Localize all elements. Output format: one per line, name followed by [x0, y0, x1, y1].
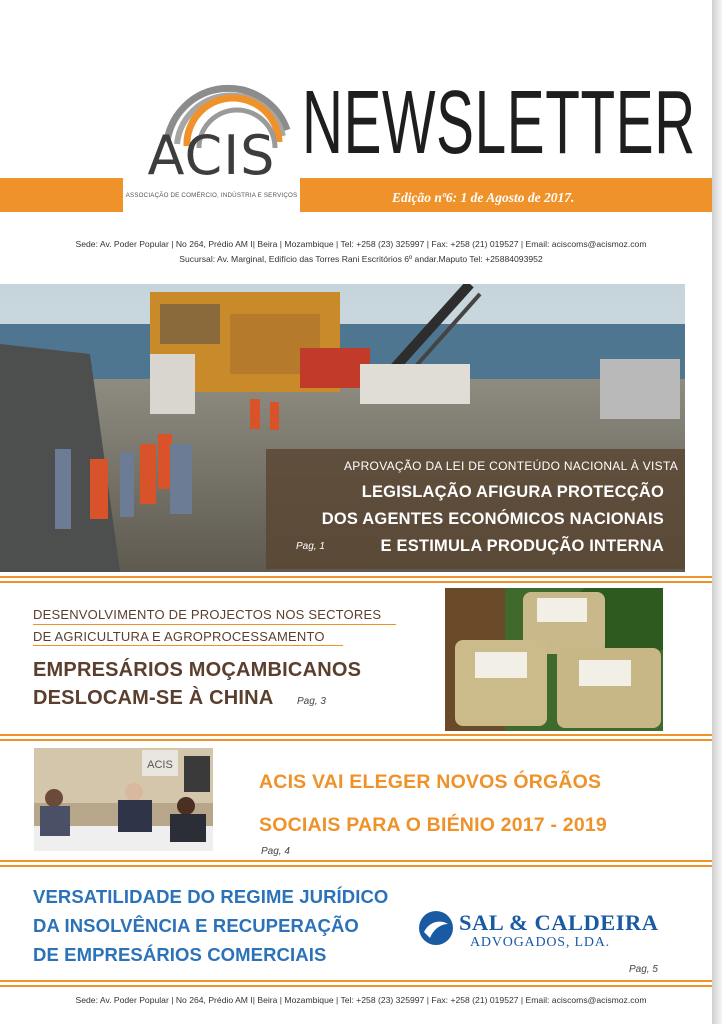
footer-contact: Sede: Av. Poder Popular | No 264, Prédio AM I| Beira | Mozambique | Tel: +258 (23) 325997 | Fax: +258 (21) 019527 | Email: aciscoms@acismoz.com — [75, 995, 647, 1005]
hero-kicker: APROVAÇÃO DA LEI DE CONTEÚDO NACIONAL À VISTA — [343, 459, 678, 473]
elections-headline-line[interactable]: SOCIAIS PARA O BIÉNIO 2017 - 2019 — [259, 814, 607, 836]
insolvency-headline-line[interactable]: VERSATILIDADE DO REGIME JURÍDICO — [33, 886, 389, 907]
china-kicker-line: DE AGRICULTURA E AGROPROCESSAMENTO — [33, 629, 325, 644]
press-conference-image — [34, 748, 213, 851]
sponsor-subtitle: ADVOGADOS, LDA. — [470, 935, 610, 950]
hero-page-ref: Pag, 1 — [296, 541, 325, 552]
edition-label: Edição nº6: 1 de Agosto de 2017. — [392, 190, 575, 205]
insolvency-headline-line[interactable]: DA INSOLVÊNCIA E RECUPERAÇÃO — [33, 915, 359, 936]
sal-caldeira-logo-icon — [418, 910, 454, 946]
china-kicker-line: DESENVOLVIMENTO DE PROJECTOS NOS SECTORES — [33, 607, 382, 622]
page-edge-shadow — [712, 0, 722, 1024]
kicker-underline — [33, 645, 343, 646]
header-orange-bar — [0, 178, 722, 212]
newsletter-title: NEWSLETTER — [302, 73, 696, 173]
divider-line — [0, 734, 712, 736]
acis-logo — [123, 48, 300, 214]
divider-line — [0, 739, 712, 741]
divider-line — [0, 985, 712, 987]
hero-headline-line[interactable]: LEGISLAÇÃO AFIGURA PROTECÇÃO — [361, 483, 664, 501]
insolvency-page-ref: Pag, 5 — [629, 964, 658, 975]
logo-text: ACIS — [147, 124, 276, 187]
press-conference-photo[interactable] — [34, 748, 213, 851]
hero-headline-line[interactable]: DOS AGENTES ECONÓMICOS NACIONAIS — [321, 510, 664, 528]
kicker-underline — [33, 624, 396, 625]
divider-line — [0, 980, 712, 982]
hero-headline-line[interactable]: E ESTIMULA PRODUÇÃO INTERNA — [380, 537, 664, 555]
china-headline-line[interactable]: DESLOCAM-SE À CHINA — [33, 687, 274, 709]
divider-line — [0, 576, 712, 578]
china-headline-line[interactable]: EMPRESÁRIOS MOÇAMBICANOS — [33, 659, 362, 681]
grain-bags-photo[interactable] — [445, 588, 663, 731]
insolvency-headline-line[interactable]: DE EMPRESÁRIOS COMERCIAIS — [33, 944, 327, 965]
elections-headline-line[interactable]: ACIS VAI ELEGER NOVOS ÓRGÃOS — [259, 771, 602, 793]
china-article-kicker — [33, 604, 381, 648]
logo-subtitle: ASSOCIAÇÃO DE COMÉRCIO, INDÚSTRIA E SERVIÇOS — [125, 192, 298, 199]
grain-bags-image — [445, 588, 663, 731]
divider-line — [0, 865, 712, 867]
contact-line-head-office: Sede: Av. Poder Popular | No 264, Prédio AM I| Beira | Mozambique | Tel: +258 (23) 325997 | Fax: +258 (21) 019527 | Email: aciscoms@acismoz.com — [75, 239, 647, 249]
divider-line — [0, 581, 712, 583]
elections-page-ref: Pag, 4 — [261, 846, 290, 857]
divider-line — [0, 860, 712, 862]
china-page-ref: Pag, 3 — [297, 696, 326, 707]
contact-line-branch: Sucursal: Av. Marginal, Edifício das Torres Rani Escritórios 6º andar.Maputo Tel: +25884093952 — [179, 254, 543, 264]
photo-sign-text: ACIS — [147, 759, 173, 771]
sponsor-name: SAL & CALDEIRA — [459, 910, 659, 935]
